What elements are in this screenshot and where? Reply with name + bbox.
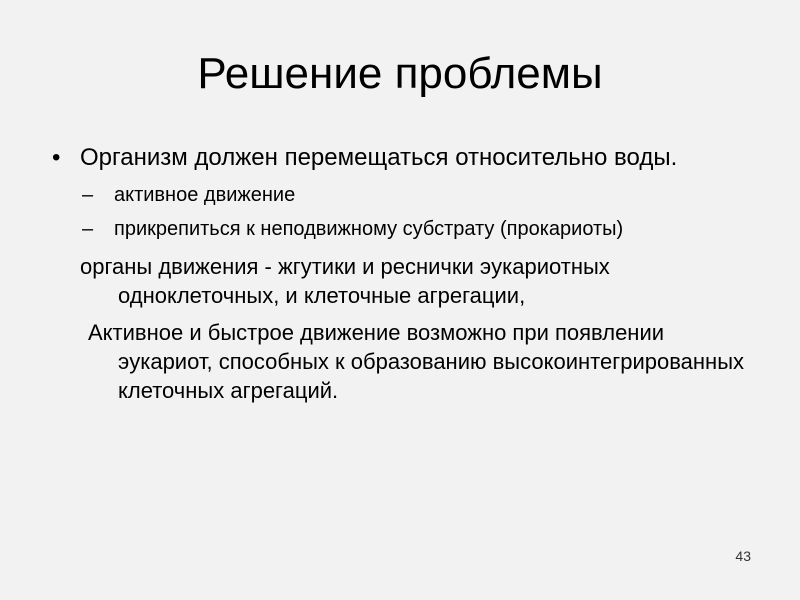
slide-title: Решение проблемы	[197, 49, 603, 98]
bullet-item	[48, 142, 758, 174]
sub-item-text: прикрепиться к неподвижному субстрату (прокариоты)	[114, 218, 624, 240]
paragraph-active-movement: Активное и быстрое движение возможно при появлении эукариот, способных к образованию высокоинтегрированных клеточных агрегаций.	[88, 320, 745, 403]
paragraph-organs-of-movement: органы движения - жгутики и реснички эукариотных одноклеточных, и клеточные агрегации,	[80, 254, 610, 308]
sub-item-text: активное движение	[114, 184, 296, 206]
bullet-text: Организм должен перемещаться относительно воды.	[80, 144, 678, 171]
dash-marker: –	[82, 218, 94, 240]
bullet-marker: •	[52, 144, 61, 171]
dash-marker: –	[82, 184, 94, 206]
sub-item-active-movement	[48, 182, 758, 209]
sub-item-attach-substrate	[48, 216, 758, 243]
slide-content	[48, 142, 758, 405]
page-number: 43	[735, 548, 751, 564]
